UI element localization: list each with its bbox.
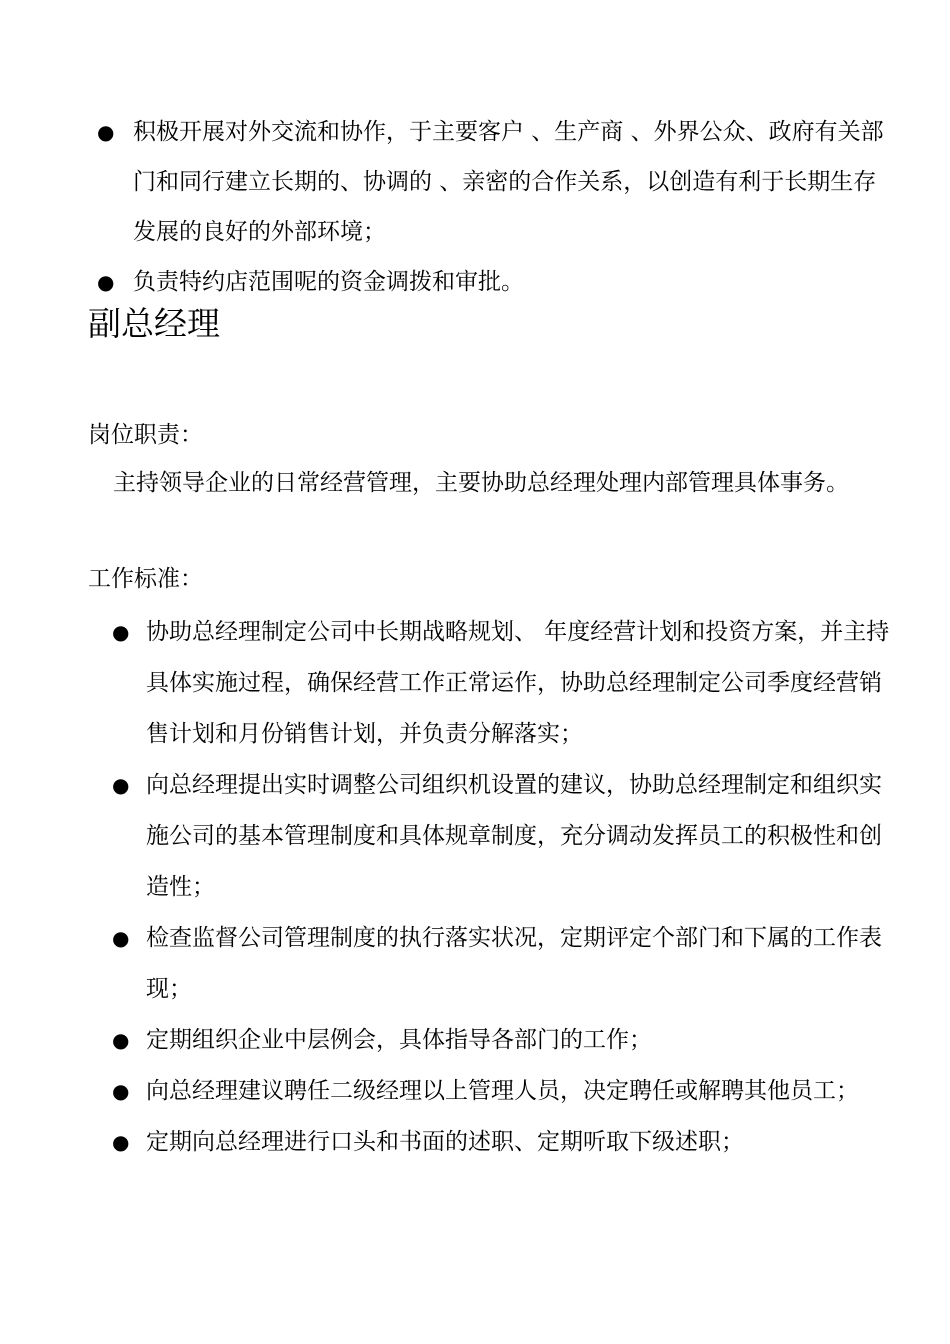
bullet-dot-icon: ●	[112, 926, 130, 950]
bullet-dot-icon: ●	[112, 1079, 130, 1103]
list-item	[112, 1066, 892, 1117]
list-item-text: 负责特约店范围呢的资金调拨和审批。	[133, 269, 524, 295]
list-item-text: 向总经理建议聘任二级经理以上管理人员，决定聘任或解聘其他员工；	[146, 1078, 859, 1104]
duties-text: 主持领导企业的日常经营管理，主要协助总经理处理内部管理具体事务。	[113, 470, 849, 496]
list-item	[97, 107, 893, 257]
list-item	[112, 913, 892, 1015]
bullet-dot-icon: ●	[112, 1028, 130, 1052]
list-item-text: 定期向总经理进行口头和书面的述职、定期听取下级述职；	[146, 1129, 744, 1155]
standard-bullet-list	[112, 607, 892, 1168]
bullet-dot-icon: ●	[112, 773, 130, 797]
section-title: 副总经理	[88, 304, 220, 343]
bullet-dot-icon: ●	[112, 1130, 130, 1154]
bullet-dot-icon: ●	[97, 120, 115, 144]
list-item-text: 协助总经理制定公司中长期战略规划、 年度经营计划和投资方案，并主持具体实施过程，确保经营工作正常运作，协助总经理制定公司季度经营销售计划和月份销售计划，并负责分解落实；	[146, 619, 890, 747]
list-item-text: 积极开展对外交流和协作，于主要客户 、生产商 、外界公众、政府有关部门和同行建立长期的、协调的 、亲密的合作关系，以创造有利于长期生存发展的良好的外部环境；	[133, 119, 884, 245]
duties-label: 岗位职责：	[88, 422, 203, 448]
bullet-dot-icon: ●	[97, 270, 115, 294]
bullet-dot-icon: ●	[112, 620, 130, 644]
list-item-text: 定期组织企业中层例会，具体指导各部门的工作；	[146, 1027, 652, 1053]
list-item	[112, 1117, 892, 1168]
list-item	[112, 607, 892, 760]
list-item	[112, 760, 892, 913]
list-item-text: 向总经理提出实时调整公司组织机设置的建议，协助总经理制定和组织实施公司的基本管理制度和具体规章制度，充分调动发挥员工的积极性和创造性；	[146, 772, 882, 900]
list-item	[97, 257, 893, 307]
top-bullet-list	[97, 107, 893, 307]
list-item-text: 检查监督公司管理制度的执行落实状况，定期评定个部门和下属的工作表现；	[146, 925, 882, 1002]
standard-label: 工作标准：	[88, 566, 203, 592]
list-item	[112, 1015, 892, 1066]
